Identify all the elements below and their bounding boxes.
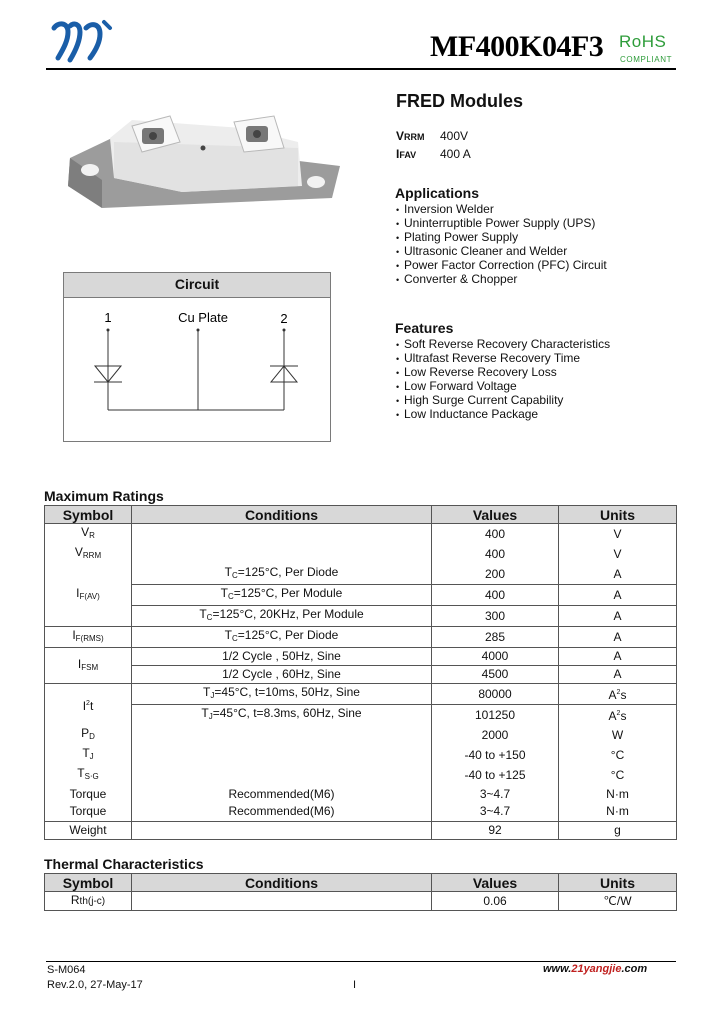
table-cell: 2000: [432, 725, 559, 745]
table-cell: [132, 524, 432, 545]
table-row: [45, 648, 677, 666]
table-cell: Torque: [45, 803, 132, 821]
table-row: [45, 725, 677, 745]
header-units: Units: [559, 506, 677, 524]
list-item: • Inversion Welder: [396, 202, 494, 216]
header-symbol: Symbol: [45, 874, 132, 892]
table-cell: TS‧G: [45, 765, 132, 785]
table-cell: -40 to +125: [432, 765, 559, 785]
table-cell: IF(RMS): [45, 627, 132, 648]
table-cell: A: [559, 585, 677, 606]
table-cell: A: [559, 666, 677, 684]
table-cell: PD: [45, 725, 132, 745]
table-cell: TJ: [45, 745, 132, 765]
pin-2-label: 2: [280, 311, 288, 326]
list-item: • Uninterruptible Power Supply (UPS): [396, 216, 596, 230]
table-cell: 3~4.7: [432, 803, 559, 821]
table-cell: $A^2s$: [559, 705, 677, 726]
list-item: • High Surge Current Capability: [396, 393, 564, 407]
features-list: [396, 337, 610, 421]
table-row: [45, 627, 677, 648]
thermal-heading: Thermal Characteristics: [44, 856, 204, 872]
applications-heading: Applications: [395, 185, 480, 201]
table-cell: ℃/W: [559, 892, 677, 911]
table-cell: 4500: [432, 666, 559, 684]
table-cell: A: [559, 627, 677, 648]
applications-list: [396, 202, 607, 286]
table-row: [45, 892, 677, 911]
table-cell: W: [559, 725, 677, 745]
website-link[interactable]: www.21yangjie.com: [543, 963, 648, 975]
module-photo: [62, 108, 352, 218]
header-values: Values: [432, 506, 559, 524]
table-cell: [132, 765, 432, 785]
table-cell: Rth(j-c): [45, 892, 132, 911]
table-cell: 1/2 Cycle , 50Hz, Sine: [132, 648, 432, 666]
list-item: • Low Forward Voltage: [396, 379, 517, 393]
table-cell: °C: [559, 765, 677, 785]
circuit-header: [64, 273, 330, 298]
table-row: [45, 785, 677, 803]
table-cell: N·m: [559, 785, 677, 803]
table-cell: IF(AV): [45, 564, 132, 627]
max-ratings-table: [44, 505, 677, 840]
circuit-diagram: [63, 272, 331, 442]
header-divider: [46, 68, 676, 70]
table-cell: 400: [432, 544, 559, 564]
table-row: [45, 803, 677, 821]
table-row: [45, 684, 677, 705]
table-cell: A: [559, 564, 677, 585]
footer-divider: [46, 961, 676, 962]
table-row: [45, 606, 677, 627]
table-cell: g: [559, 821, 677, 839]
table-cell: Recommended(M6): [132, 803, 432, 821]
table-cell: TC=125°C, Per Diode: [132, 627, 432, 648]
table-cell: $I^2t$: [45, 684, 132, 726]
table-row: [45, 745, 677, 765]
list-item: • Low Inductance Package: [396, 407, 539, 421]
circuit-schematic: [64, 298, 332, 442]
circuit-title: Circuit: [174, 276, 220, 292]
table-cell: TJ=45°C, t=10ms, 50Hz, Sine: [132, 684, 432, 705]
table-cell: 4000: [432, 648, 559, 666]
table-cell: 92: [432, 821, 559, 839]
table-cell: V: [559, 544, 677, 564]
table-cell: 300: [432, 606, 559, 627]
table-cell: 285: [432, 627, 559, 648]
table-row: [45, 564, 677, 585]
pin-1-label: 1: [104, 310, 112, 325]
cu-plate-label: Cu Plate: [178, 310, 228, 325]
table-row: [45, 765, 677, 785]
table-cell: 80000: [432, 684, 559, 705]
header-conditions: Conditions: [132, 874, 432, 892]
table-row: [45, 705, 677, 726]
table-cell: TC=125°C, 20KHz, Per Module: [132, 606, 432, 627]
table-cell: °C: [559, 745, 677, 765]
list-item: • Ultrasonic Cleaner and Welder: [396, 244, 568, 258]
header-values: Values: [432, 874, 559, 892]
table-cell: 1/2 Cycle , 60Hz, Sine: [132, 666, 432, 684]
rohs-compliant-label: COMPLIANT: [620, 55, 673, 64]
table-cell: -40 to +150: [432, 745, 559, 765]
spec-ifav: IFAV 400 A: [396, 147, 471, 161]
list-item: • Plating Power Supply: [396, 230, 519, 244]
company-logo: [50, 18, 116, 64]
list-item: • Power Factor Correction (PFC) Circuit: [396, 258, 607, 272]
table-cell: [132, 745, 432, 765]
spec-vrrm: VRRM 400V: [396, 129, 469, 143]
table-cell: 3~4.7: [432, 785, 559, 803]
table-cell: $A^2s$: [559, 684, 677, 705]
table-cell: 200: [432, 564, 559, 585]
table-cell: 101250: [432, 705, 559, 726]
table-cell: [132, 821, 432, 839]
table-cell: 400: [432, 585, 559, 606]
table-cell: Torque: [45, 785, 132, 803]
list-item: • Soft Reverse Recovery Characteristics: [396, 337, 611, 351]
page-number: I: [353, 979, 357, 991]
table-row: [45, 524, 677, 545]
product-type: FRED Modules: [396, 91, 524, 111]
table-cell: TC=125°C, Per Diode: [132, 564, 432, 585]
table-cell: [132, 544, 432, 564]
table-cell: A: [559, 648, 677, 666]
table-cell: Recommended(M6): [132, 785, 432, 803]
table-row: [45, 544, 677, 564]
revision-info: Rev.2.0, 27-May-17: [47, 979, 143, 991]
thermal-table: [44, 873, 677, 911]
table-cell: TC=125°C, Per Module: [132, 585, 432, 606]
table-cell: V: [559, 524, 677, 545]
table-cell: [132, 892, 432, 911]
table-cell: 400: [432, 524, 559, 545]
part-number: MF400K04F3: [430, 30, 604, 63]
table-cell: VR: [45, 524, 132, 545]
table-cell: N·m: [559, 803, 677, 821]
table-cell: TJ=45°C, t=8.3ms, 60Hz, Sine: [132, 705, 432, 726]
table-cell: [132, 725, 432, 745]
list-item: • Ultrafast Reverse Recovery Time: [396, 351, 581, 365]
table-row: [45, 585, 677, 606]
table-cell: VRRM: [45, 544, 132, 564]
table-row: [45, 666, 677, 684]
header-symbol: Symbol: [45, 506, 132, 524]
table-row: [45, 821, 677, 839]
table-cell: Weight: [45, 821, 132, 839]
max-ratings-heading: Maximum Ratings: [44, 488, 164, 504]
table-cell: 0.06: [432, 892, 559, 911]
rohs-badge: RoHS: [619, 32, 667, 51]
table-cell: A: [559, 606, 677, 627]
list-item: • Low Reverse Recovery Loss: [396, 365, 557, 379]
table-cell: IFSM: [45, 648, 132, 684]
header-units: Units: [559, 874, 677, 892]
header-conditions: Conditions: [132, 506, 432, 524]
document-code: S-M064: [47, 964, 86, 976]
list-item: • Converter & Chopper: [396, 272, 518, 286]
features-heading: Features: [395, 320, 454, 336]
